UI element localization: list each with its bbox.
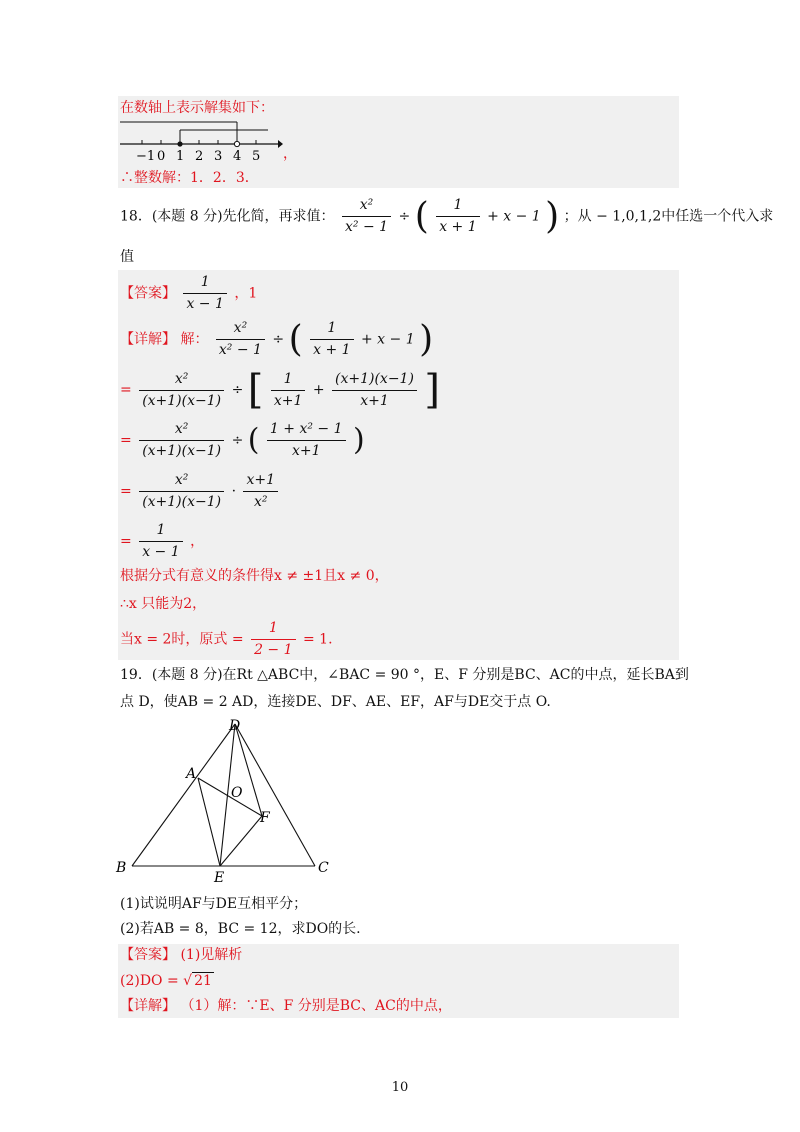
answer-label: 【答案】 bbox=[120, 285, 176, 302]
answer-fraction: $\frac{1}{x - 1}$ bbox=[183, 274, 226, 313]
page-number: 10 bbox=[391, 1080, 409, 1095]
tick-label: −1 bbox=[136, 149, 156, 164]
tick-label: 3 bbox=[214, 149, 223, 164]
number-line-comma: ， bbox=[283, 146, 297, 162]
label-O: O bbox=[231, 785, 243, 801]
q18-statement: 18．(本题 8 分)先化简，再求值： $\frac{\text{x²}}{\text{x² − 1}}$ ÷ ( $\frac{1}{x + 1}$ + x − 1 ) ；从 − 1,0,1,2中任选一个代入求 bbox=[120, 196, 774, 237]
number-line-intro: 在数轴上表示解集如下： bbox=[120, 100, 274, 116]
q19-part1: (1)试说明AF与DE互相平分； bbox=[120, 896, 308, 912]
label-F: F bbox=[260, 810, 270, 826]
q18-inner-fraction: $\frac{1}{x + 1}$ bbox=[436, 197, 479, 236]
q19-answer2: (2)DO = √ 21 bbox=[120, 973, 212, 989]
q18-detail-step2: = $\frac{\text{x²}}{(x+1)(x-1)}$ ÷ [ $\frac{1}{x+1}$ + $\frac{(x+1)(x-1)}{x+1}$ ] bbox=[120, 367, 440, 413]
q18-detail-step3: = $\frac{\text{x²}}{(x+1)(x-1)}$ ÷ ( $\frac{\text{1 + x² − 1}}{x+1}$ ) bbox=[120, 421, 365, 459]
q18-answer: 【答案】 $\frac{1}{x - 1}$ ，1 bbox=[120, 274, 258, 312]
tick-label: 1 bbox=[176, 149, 185, 164]
detail-label: 【详解】 bbox=[120, 331, 176, 348]
geometry-figure bbox=[110, 712, 350, 882]
q19-part2: (2)若AB = 8，BC = 12，求DO的长. bbox=[120, 921, 361, 937]
label-E: E bbox=[214, 870, 225, 882]
q18-condition: 根据分式有意义的条件得x ≠ ±1且x ≠ 0， bbox=[120, 568, 389, 584]
q19-line2: 点 D，使AB = 2 AD，连接DE、DF、AE、EF，AF与DE交于点 O. bbox=[120, 694, 551, 710]
q18-detail-step1: 【详解】 解： $\frac{\text{x²}}{\text{x² − 1}}$ ÷ ( $\frac{1}{x + 1}$ + x − 1 ) bbox=[120, 319, 434, 360]
q18-wrap: 值 bbox=[120, 249, 134, 265]
q18-fraction: $\frac{\text{x²}}{\text{x² − 1}}$ bbox=[342, 197, 391, 236]
q18-evaluation: 当x = 2时，原式 = $\frac{1}{2 - 1}$ = 1. bbox=[120, 620, 333, 658]
tick-label: 0 bbox=[157, 149, 166, 164]
q18-detail-step5: = $\frac{1}{x - 1}$ ， bbox=[120, 522, 205, 560]
q19-answer1: 【答案】 (1)见解析 bbox=[120, 947, 243, 963]
integer-solutions: ∴整数解：1．2．3． bbox=[120, 170, 259, 186]
detail-label: 【详解】 bbox=[120, 998, 176, 1014]
q18-prefix: 18．(本题 8 分)先化简，再求值： bbox=[120, 208, 335, 225]
label-C: C bbox=[318, 860, 329, 876]
q18-suffix: ；从 − 1,0,1,2中任选一个代入求 bbox=[563, 208, 774, 225]
q18-detail-step4: = $\frac{\text{x²}}{(x+1)(x-1)}$ · $\frac{x+1}{\text{x²}}$ bbox=[120, 472, 281, 511]
tick-label: 5 bbox=[252, 149, 261, 164]
label-B: B bbox=[116, 860, 127, 876]
q19-line1: 19．(本题 8 分)在Rt △ABC中，∠BAC = 90 °，E、F 分别是BC、AC的中点，延长BA到 bbox=[120, 667, 689, 683]
q18-div: ÷ bbox=[398, 208, 411, 225]
label-D: D bbox=[229, 718, 241, 734]
q19-detail: 【详解】 （1）解：∵E、F 分别是BC、AC的中点， bbox=[120, 998, 452, 1014]
tick-label: 2 bbox=[195, 149, 204, 164]
label-A: A bbox=[186, 766, 197, 782]
q18-only-value: ∴x 只能为2， bbox=[120, 596, 207, 612]
answer-label: 【答案】 bbox=[120, 947, 176, 963]
number-line bbox=[118, 118, 283, 164]
tick-label: 4 bbox=[233, 149, 242, 164]
